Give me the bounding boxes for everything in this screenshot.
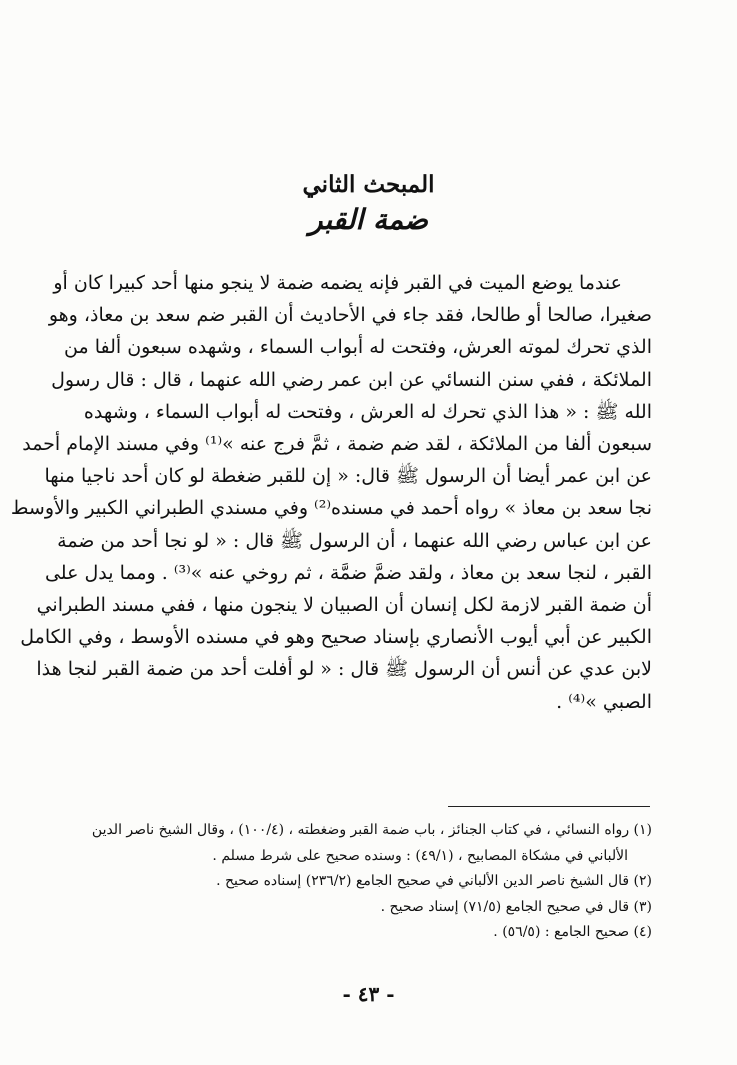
footnote-2: (٢) قال الشيخ ناصر الدين الألباني في صحيح الجامع (٢٣٦/٢) إسناده صحيح . (216, 873, 652, 889)
body-line: نجا سعد بن معاذ » رواه أحمد في مسنده⁽²⁾ وفي مسندي الطبراني الكبير والأوسط (10, 497, 652, 520)
footnote-4: (٤) صحيح الجامع : (٥٦/٥) . (493, 924, 652, 940)
section-heading (0, 168, 737, 238)
body-line: الكبير عن أبي أيوب الأنصاري بإسناد صحيح وهو في مسنده الأوسط ، وفي الكامل (20, 626, 652, 649)
body-line: عندما يوضع الميت في القبر فإنه يضمه ضمة لا ينجو منها أحد كبيرا كان أو (53, 272, 622, 294)
section-subtitle: ضمة القبر (308, 203, 429, 236)
body-line: القبر ، لنجا سعد بن معاذ ، ولقد ضمَّ ضمَّة ، ثم روخي عنه »⁽³⁾ . ومما يدل على (44, 561, 652, 584)
body-line: أن ضمة القبر لازمة لكل إنسان أن الصبيان لا ينجون منها ، ففي مسند الطبراني (36, 594, 652, 617)
page-number: - ٤٣ - (342, 982, 395, 1006)
body-line: عن ابن عباس رضي الله عنهما ، أن الرسول ﷺ قال : « لو نجا أحد من ضمة (57, 529, 652, 552)
section-title: المبحث الثاني (302, 171, 435, 198)
body-line: الصبي »⁽⁴⁾ . (556, 690, 652, 713)
body-line: لابن عدي عن أنس أن الرسول ﷺ قال : « لو أفلت أحد من ضمة القبر لنجا هذا (36, 658, 652, 681)
footnote-divider (448, 806, 650, 807)
body-line: الذي تحرك لموته العرش، وفتحت له أبواب السماء ، وشهده سبعون ألفا من (64, 336, 652, 359)
body-line: صغيرا، صالحا أو طالحا، فقد جاء في الأحاديث أن القبر ضم سعد بن معاذ، وهو (48, 304, 652, 327)
footnote-1: (١) رواه النسائي ، في كتاب الجنائز ، باب ضمة القبر وضغطته ، (١٠٠/٤) ، وقال الشيخ ناصر الدين (91, 822, 652, 838)
body-line: الله ﷺ : « هذا الذي تحرك له العرش ، وفتحت له أبواب السماء ، وشهده (83, 400, 652, 423)
body-paragraph (10, 267, 652, 718)
body-line: عن ابن عمر أيضا أن الرسول ﷺ قال: « إن للقبر ضغطة لو كان أحد ناجيا منها (44, 465, 652, 488)
body-line: سبعون ألفا من الملائكة ، لقد ضم ضمة ، ثمَّ فرج عنه »⁽¹⁾ وفي مسند الإمام أحمد (22, 433, 652, 456)
footnote-1-continuation: الألباني في مشكاة المصابيح ، (٤٩/١) : وسنده صحيح على شرط مسلم . (212, 847, 628, 864)
footnote-3: (٣) قال في صحيح الجامع (٧١/٥) إسناد صحيح . (380, 898, 652, 915)
body-line: الملائكة ، ففي سنن النسائي عن ابن عمر رضي الله عنهما ، قال : قال رسول (51, 368, 652, 391)
footnotes (86, 818, 652, 946)
